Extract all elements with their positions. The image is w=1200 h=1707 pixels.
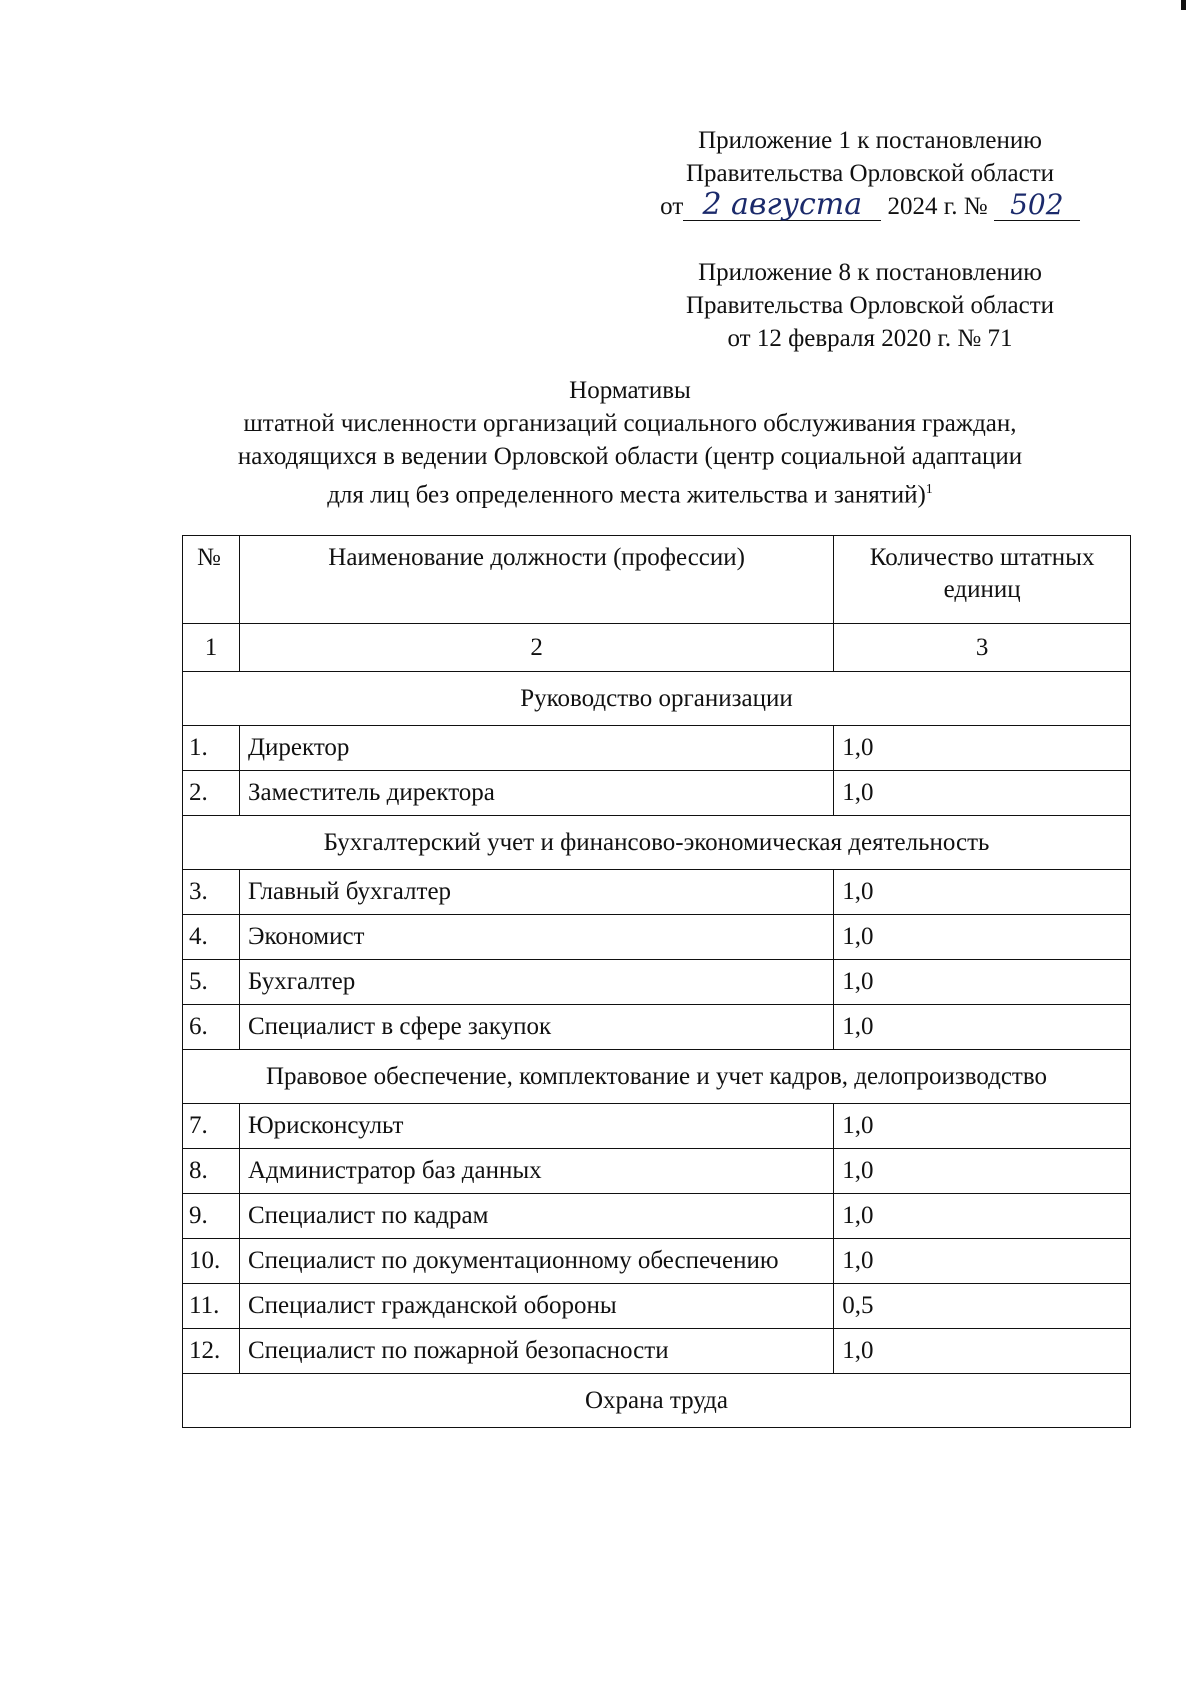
position-name: Заместитель директора — [239, 771, 833, 816]
staff-units: 1,0 — [834, 726, 1131, 771]
row-number: 11. — [183, 1284, 240, 1329]
annex-1-date-line — [630, 187, 1110, 223]
row-number: 5. — [183, 960, 240, 1005]
staffing-table — [182, 535, 1131, 1428]
row-number: 4. — [183, 915, 240, 960]
title-line-4-text: для лиц без определенного места жительства и занятий) — [327, 481, 926, 509]
section-row — [183, 1374, 1131, 1428]
section-title: Охрана труда — [183, 1374, 1131, 1428]
section-title: Правовое обеспечение, комплектование и учет кадров, делопроизводство — [183, 1050, 1131, 1104]
handwritten-number: 502 — [994, 190, 1080, 221]
header-name: Наименование должности (профессии) — [239, 536, 833, 624]
table-row — [183, 1005, 1131, 1050]
section-row — [183, 672, 1131, 726]
section-title: Руководство организации — [183, 672, 1131, 726]
position-name: Специалист по документационному обеспечению — [239, 1239, 833, 1284]
position-name: Бухгалтер — [239, 960, 833, 1005]
table-row — [183, 870, 1131, 915]
annex-8-line-3: от 12 февраля 2020 г. № 71 — [727, 325, 1013, 352]
row-number: 12. — [183, 1329, 240, 1374]
row-number: 7. — [183, 1104, 240, 1149]
table-row — [183, 726, 1131, 771]
annex-8-line-2: Правительства Орловской области — [685, 292, 1055, 319]
position-name: Специалист по пожарной безопасности — [239, 1329, 833, 1374]
title-line-4 — [150, 473, 1110, 511]
scan-mark — [1181, 0, 1186, 10]
section-row — [183, 816, 1131, 870]
table-row — [183, 960, 1131, 1005]
staff-units: 1,0 — [834, 1329, 1131, 1374]
row-number: 3. — [183, 870, 240, 915]
title-line-1: Нормативы — [569, 377, 691, 404]
staff-units: 1,0 — [834, 1005, 1131, 1050]
row-number: 8. — [183, 1149, 240, 1194]
table-row — [183, 1149, 1131, 1194]
staff-units: 1,0 — [834, 771, 1131, 816]
row-number: 9. — [183, 1194, 240, 1239]
position-name: Администратор баз данных — [239, 1149, 833, 1194]
row-number: 6. — [183, 1005, 240, 1050]
footnote-mark: 1 — [925, 482, 933, 497]
staff-units: 1,0 — [834, 1194, 1131, 1239]
table-row — [183, 771, 1131, 816]
table-header-row — [183, 536, 1131, 624]
annex-1-header — [630, 124, 1110, 223]
table-row — [183, 1194, 1131, 1239]
row-number: 1. — [183, 726, 240, 771]
annex-8-line-1: Приложение 8 к постановлению — [698, 259, 1042, 286]
annex-1-line-1: Приложение 1 к постановлению — [698, 127, 1042, 154]
row-number: 2. — [183, 771, 240, 816]
column-index-row — [183, 624, 1131, 672]
column-index: 3 — [834, 624, 1131, 672]
table-row — [183, 915, 1131, 960]
table-row — [183, 1239, 1131, 1284]
table-row — [183, 1329, 1131, 1374]
annex-1-line-2: Правительства Орловской области — [685, 160, 1055, 187]
position-name: Специалист в сфере закупок — [239, 1005, 833, 1050]
staff-units: 0,5 — [834, 1284, 1131, 1329]
row-number: 10. — [183, 1239, 240, 1284]
position-name: Специалист по кадрам — [239, 1194, 833, 1239]
staff-units: 1,0 — [834, 1104, 1131, 1149]
staff-units: 1,0 — [834, 1239, 1131, 1284]
column-index: 1 — [183, 624, 240, 672]
annex-1-date-prefix: от — [660, 193, 684, 220]
annex-1-year: 2024 г. № — [887, 193, 988, 220]
title-line-2: штатной численности организаций социального обслуживания граждан, — [243, 410, 1017, 437]
document-title — [150, 374, 1110, 511]
annex-8-header — [630, 256, 1110, 355]
header-num: № — [183, 536, 240, 624]
table-row — [183, 1104, 1131, 1149]
section-title: Бухгалтерский учет и финансово-экономическая деятельность — [183, 816, 1131, 870]
position-name: Специалист гражданской обороны — [239, 1284, 833, 1329]
staff-units: 1,0 — [834, 1149, 1131, 1194]
column-index: 2 — [239, 624, 833, 672]
position-name: Директор — [239, 726, 833, 771]
staff-units: 1,0 — [834, 915, 1131, 960]
section-row — [183, 1050, 1131, 1104]
staff-units: 1,0 — [834, 960, 1131, 1005]
header-qty: Количество штатных единиц — [834, 536, 1131, 624]
position-name: Экономист — [239, 915, 833, 960]
position-name: Юрисконсульт — [239, 1104, 833, 1149]
position-name: Главный бухгалтер — [239, 870, 833, 915]
title-line-3: находящихся в ведении Орловской области (центр социальной адаптации — [237, 443, 1023, 470]
handwritten-date: 2 августа — [683, 190, 881, 221]
staff-units: 1,0 — [834, 870, 1131, 915]
table-row — [183, 1284, 1131, 1329]
